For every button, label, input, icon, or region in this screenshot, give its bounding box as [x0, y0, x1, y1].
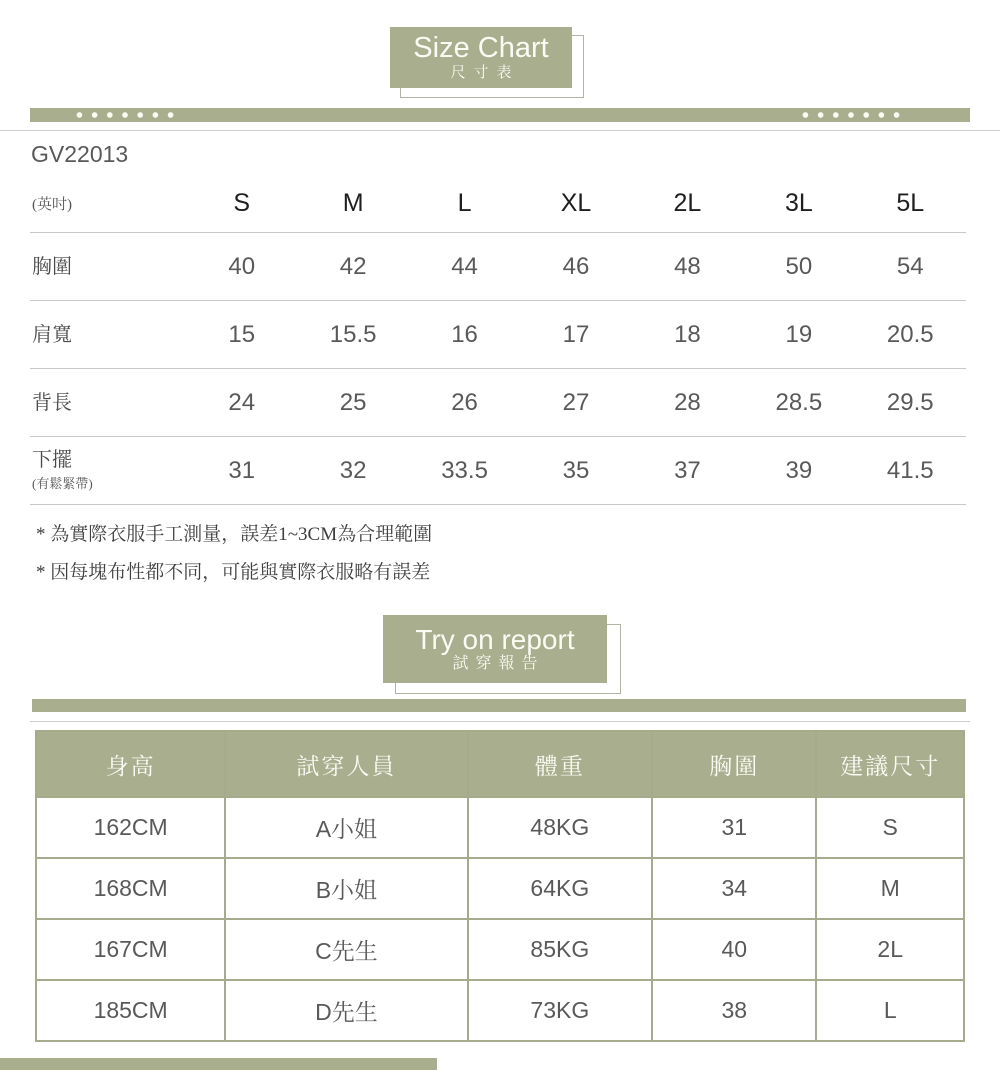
cell-size: 2L [816, 919, 964, 980]
size-value: 54 [896, 252, 924, 280]
col-header-weight: 體重 [468, 731, 653, 797]
measurement-row-shoulder [30, 301, 966, 369]
size-header-2l: 2L [673, 189, 702, 217]
notes [36, 516, 432, 592]
col-header-chest: 胸圍 [652, 731, 816, 797]
size-value: 29.5 [886, 388, 934, 416]
try-on-title: Try on report [415, 623, 575, 655]
try-on-subtitle: 試穿報告 [452, 655, 545, 673]
size-value: 33.5 [441, 456, 488, 484]
size-value: 18 [674, 320, 701, 348]
note-line: * 因每塊布性都不同，可能與實際衣服略有誤差 [36, 562, 431, 583]
size-chart-subtitle: 尺寸表 [450, 64, 520, 81]
cell-weight: 73KG [468, 980, 653, 1041]
size-chart-header [390, 27, 582, 97]
try-on-header-row [36, 731, 964, 797]
cell-weight: 85KG [468, 919, 653, 980]
row-sub-label: (有鬆緊帶) [32, 476, 93, 492]
row-label: 背長 [32, 391, 72, 414]
divider-line-tryon [30, 721, 970, 722]
size-header-s: S [233, 189, 251, 217]
size-value: 24 [228, 388, 256, 416]
size-value: 41.5 [886, 456, 934, 484]
measurement-row-chest [30, 233, 966, 301]
cell-height: 185CM [36, 980, 225, 1041]
cell-size: M [816, 858, 964, 919]
size-value: 42 [339, 252, 367, 280]
cell-chest: 38 [652, 980, 816, 1041]
row-label: 胸圍 [32, 255, 72, 278]
size-value: 15.5 [329, 320, 377, 348]
size-value: 46 [562, 252, 590, 280]
cell-tester: A小姐 [225, 797, 467, 858]
size-value: 39 [785, 456, 813, 484]
note-line: * 為實際衣服手工測量，誤差1~3CM為合理範圍 [36, 524, 433, 545]
size-value: 17 [562, 320, 590, 348]
size-value: 35 [562, 456, 590, 484]
size-value: 20.5 [886, 320, 934, 348]
size-header-5l: 5L [896, 189, 925, 217]
header-green-box [383, 615, 607, 683]
try-on-table [35, 730, 965, 1042]
size-value: 27 [562, 388, 590, 416]
size-value: 19 [785, 320, 813, 348]
cell-chest: 31 [652, 797, 816, 858]
size-value: 25 [339, 388, 367, 416]
cell-chest: 40 [652, 919, 816, 980]
cell-height: 167CM [36, 919, 225, 980]
cell-height: 168CM [36, 858, 225, 919]
size-value: 28.5 [775, 388, 823, 416]
size-value: 37 [674, 456, 701, 484]
size-value: 44 [451, 252, 478, 280]
row-label: 肩寬 [32, 323, 72, 346]
size-chart-title: Size Chart [413, 32, 549, 65]
bottom-divider-bar [0, 1058, 437, 1070]
table-row [36, 797, 964, 858]
size-table-header-row [30, 175, 966, 233]
cell-weight: 64KG [468, 858, 653, 919]
cell-chest: 34 [652, 858, 816, 919]
product-code: GV22013 [31, 141, 129, 167]
divider-bar-tryon [32, 699, 966, 712]
cell-height: 162CM [36, 797, 225, 858]
try-on-header [383, 615, 619, 692]
size-value: 50 [785, 252, 813, 280]
col-header-tester: 試穿人員 [225, 731, 467, 797]
measurement-row-hem [30, 437, 966, 505]
measurement-row-back-length [30, 369, 966, 437]
row-label [30, 449, 186, 491]
col-header-suggested-size: 建議尺寸 [816, 731, 964, 797]
size-value: 40 [228, 252, 256, 280]
unit-label: (英吋) [32, 197, 72, 213]
size-header-3l: 3L [784, 189, 813, 217]
table-row [36, 858, 964, 919]
size-value: 28 [674, 388, 701, 416]
dots-decoration-right [798, 108, 904, 122]
row-label-text: 下擺 [32, 449, 72, 472]
size-value: 32 [339, 456, 367, 484]
table-row [36, 919, 964, 980]
cell-weight: 48KG [468, 797, 653, 858]
size-header-m: M [342, 189, 364, 217]
divider-line-top [0, 130, 1000, 131]
cell-tester: B小姐 [225, 858, 467, 919]
size-header-l: L [457, 189, 472, 217]
cell-size: S [816, 797, 964, 858]
table-row [36, 980, 964, 1041]
cell-tester: C先生 [225, 919, 467, 980]
divider-bar-top [30, 108, 970, 122]
size-value: 31 [228, 456, 256, 484]
size-value: 26 [451, 388, 478, 416]
dots-decoration-left [72, 108, 178, 122]
cell-tester: D先生 [225, 980, 467, 1041]
size-value: 15 [228, 320, 256, 348]
size-header-xl: XL [560, 189, 592, 217]
cell-size: L [816, 980, 964, 1041]
header-green-box [390, 27, 572, 88]
col-header-height: 身高 [36, 731, 225, 797]
size-value: 48 [674, 252, 701, 280]
size-value: 16 [451, 320, 478, 348]
